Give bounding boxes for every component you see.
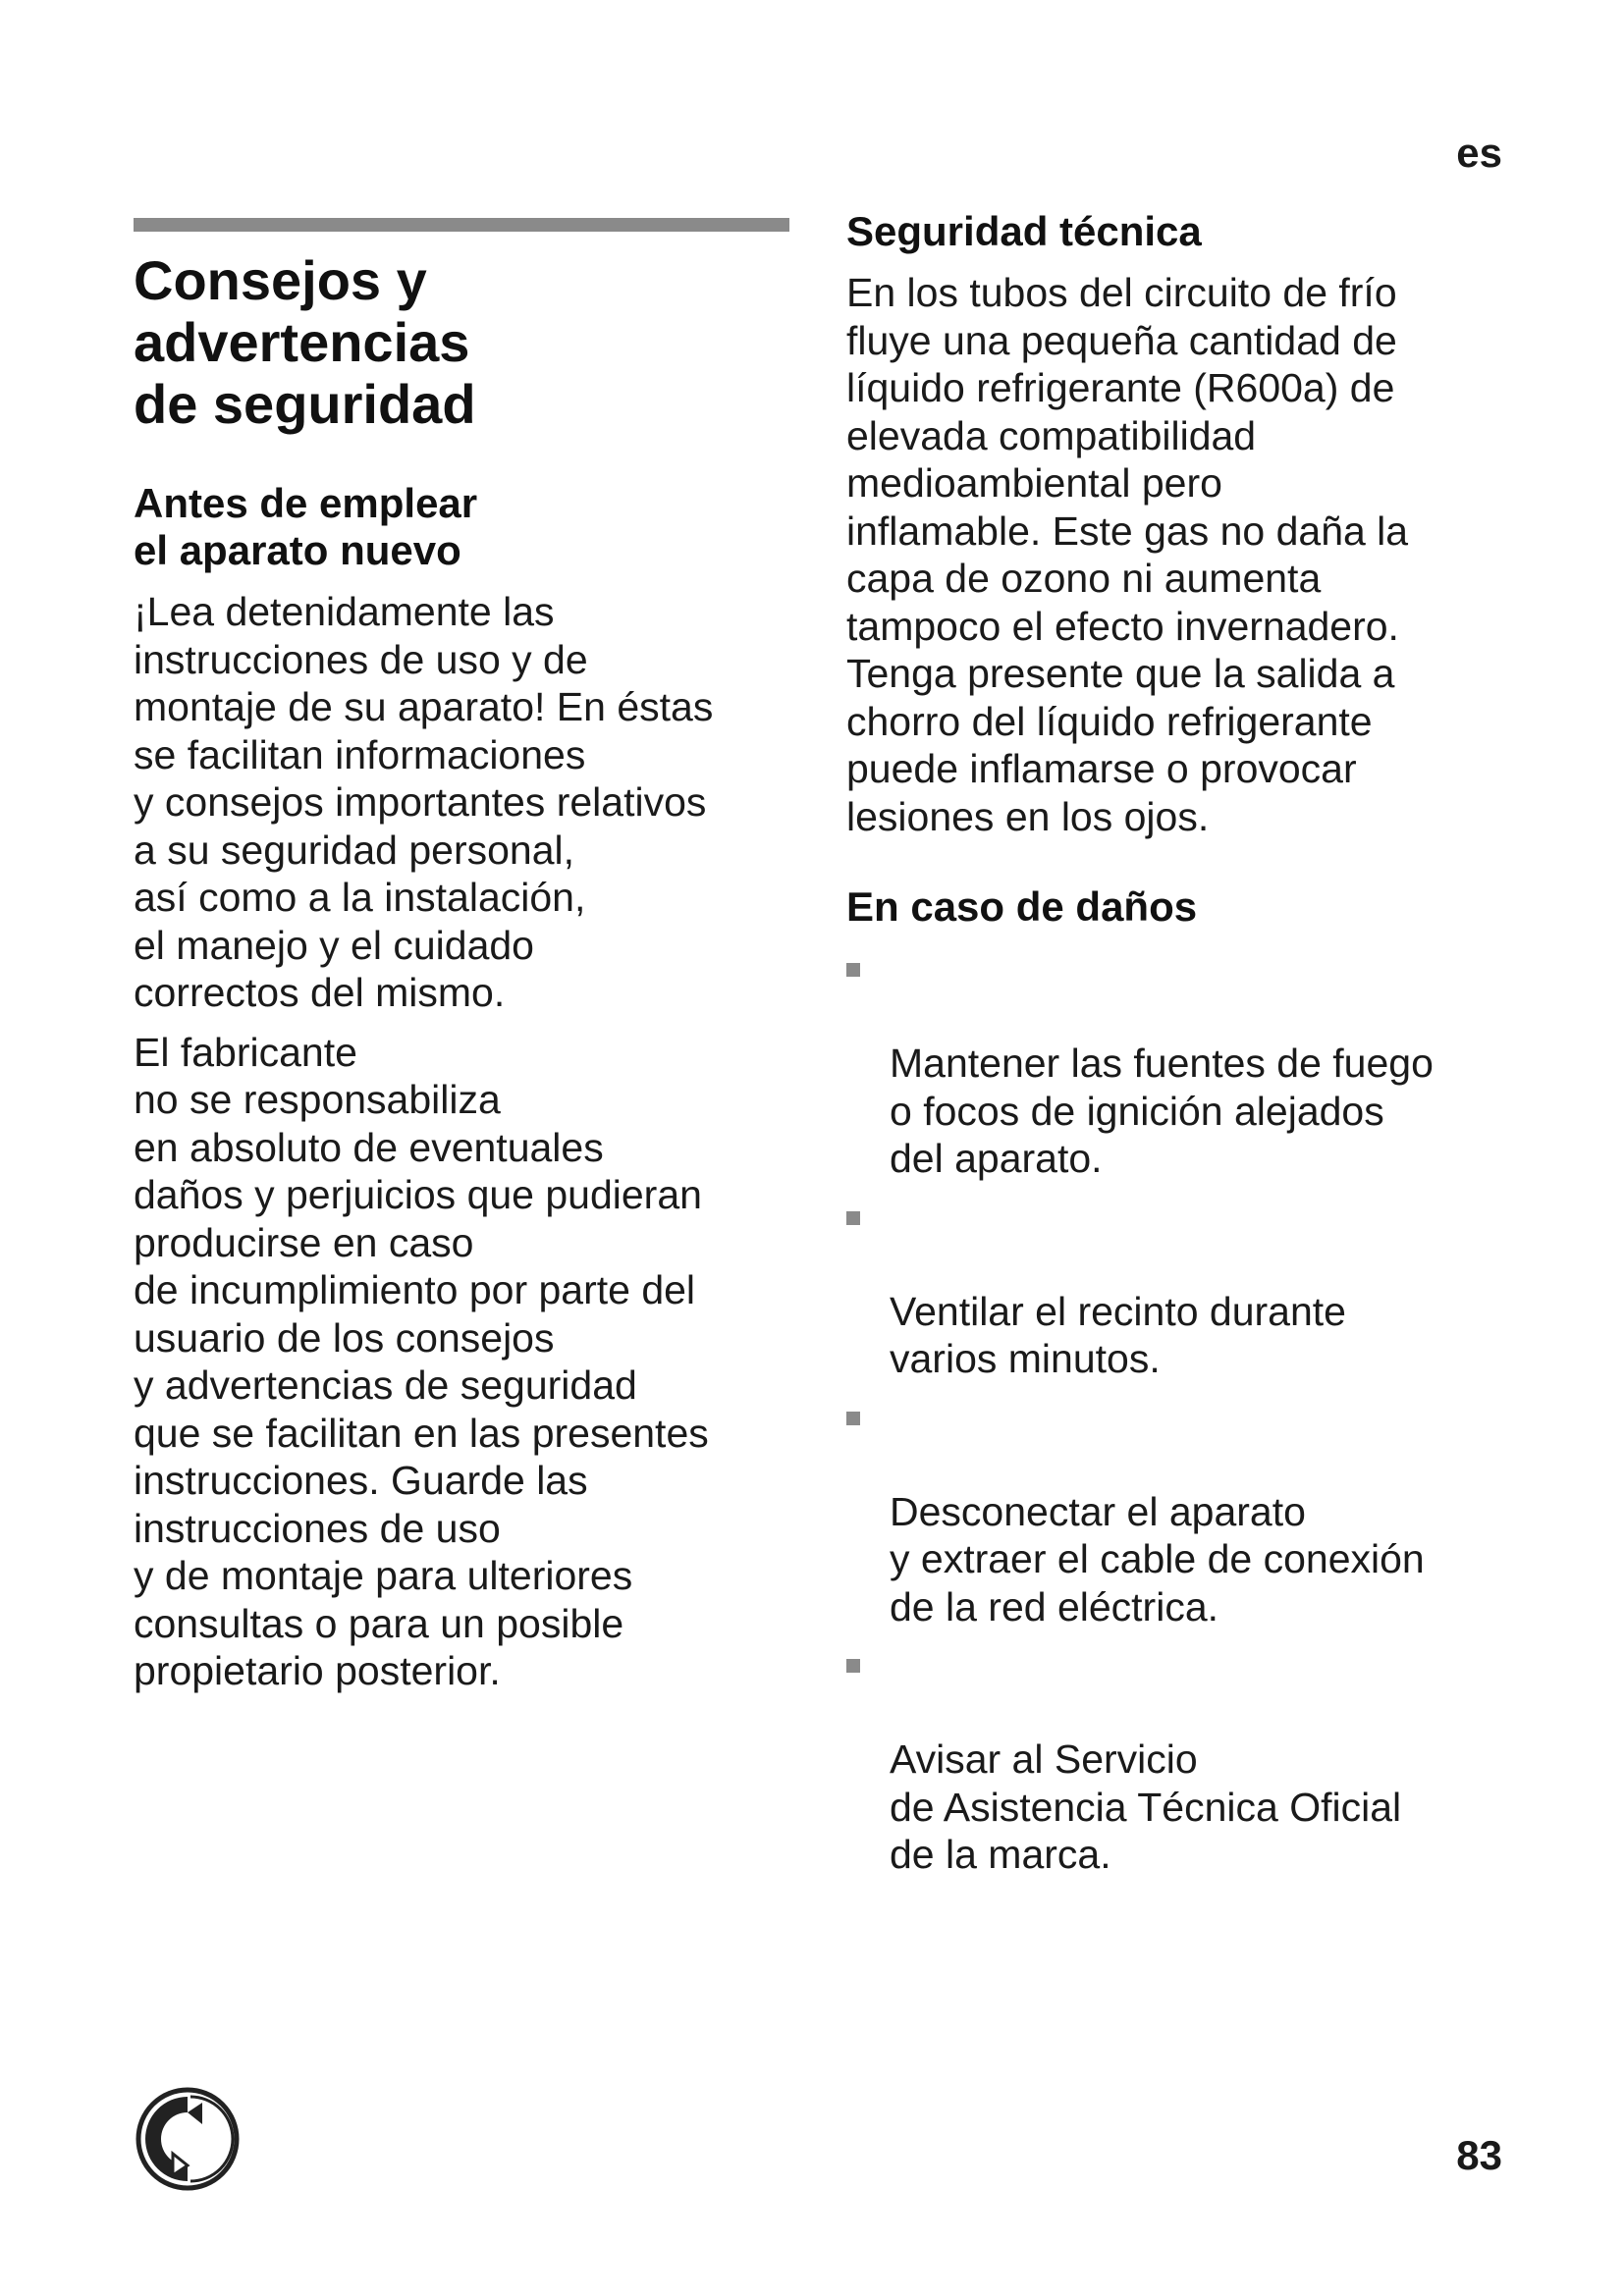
paragraph-instructions: ¡Lea detenidamente las instrucciones de uso y de montaje de su aparato! En éstas se facilitan informaciones y consejos importantes relativos a su seguridad personal, así como a la instalación, el manejo y el cuidado correctos del mismo. [134,589,714,1015]
chapter-title: Consejos y advertencias de seguridad [134,249,476,435]
square-bullet-icon [846,963,860,977]
square-bullet-icon [846,1211,860,1225]
paragraph-liability: El fabricante no se responsabiliza en absoluto de eventuales daños y perjuicios que pudieran producirse en caso de incumplimiento por parte del usuario de los consejos y advertencias de seguridad que se facilitan en las presentes instrucciones. Guarde las instrucciones de uso y de montaje para ulteriores consultas o para un posible propietario posterior. [134,1029,709,1693]
list-item [846,1393,1514,1631]
section-divider [134,218,789,232]
page-number: 83 [1456,2132,1502,2178]
list-item-text: Avisar al Servicio de Asistencia Técnica Oficial de la marca. [890,1736,1402,1877]
paragraph-refrigerant: En los tubos del circuito de frío fluye una pequeña cantidad de líquido refrigerante (R600a) de elevada compatibilidad medioambiental pero inflamable. Este gas no daña la capa de ozono ni aumenta tampoco el efecto invernadero. Tenga presente que la salida a chorro del líquido refrigerante puede inflamarse o provocar lesiones en los ojos. [846,270,1409,839]
square-bullet-icon [846,1412,860,1425]
square-bullet-icon [846,1659,860,1673]
list-item [846,1193,1514,1383]
list-item-text: Ventilar el recinto durante varios minutos. [890,1288,1346,1381]
list-item-text: Desconectar el aparato y extraer el cable de conexión de la red eléctrica. [890,1488,1425,1629]
section-heading-antes-de-emplear: Antes de emplear el aparato nuevo [134,480,478,573]
damage-instructions-list [846,944,1514,1879]
section-heading-seguridad-tecnica: Seguridad técnica [846,208,1202,254]
section-heading-en-caso-de-danos: En caso de daños [846,883,1198,930]
list-item [846,1640,1514,1879]
green-dot-recycling-icon [134,2085,242,2193]
right-column [846,208,1514,1889]
list-item [846,944,1514,1183]
left-column [134,218,789,1707]
list-item-text: Mantener las fuentes de fuego o focos de ignición alejados del aparato. [890,1041,1434,1181]
language-tag: es [1456,130,1502,176]
